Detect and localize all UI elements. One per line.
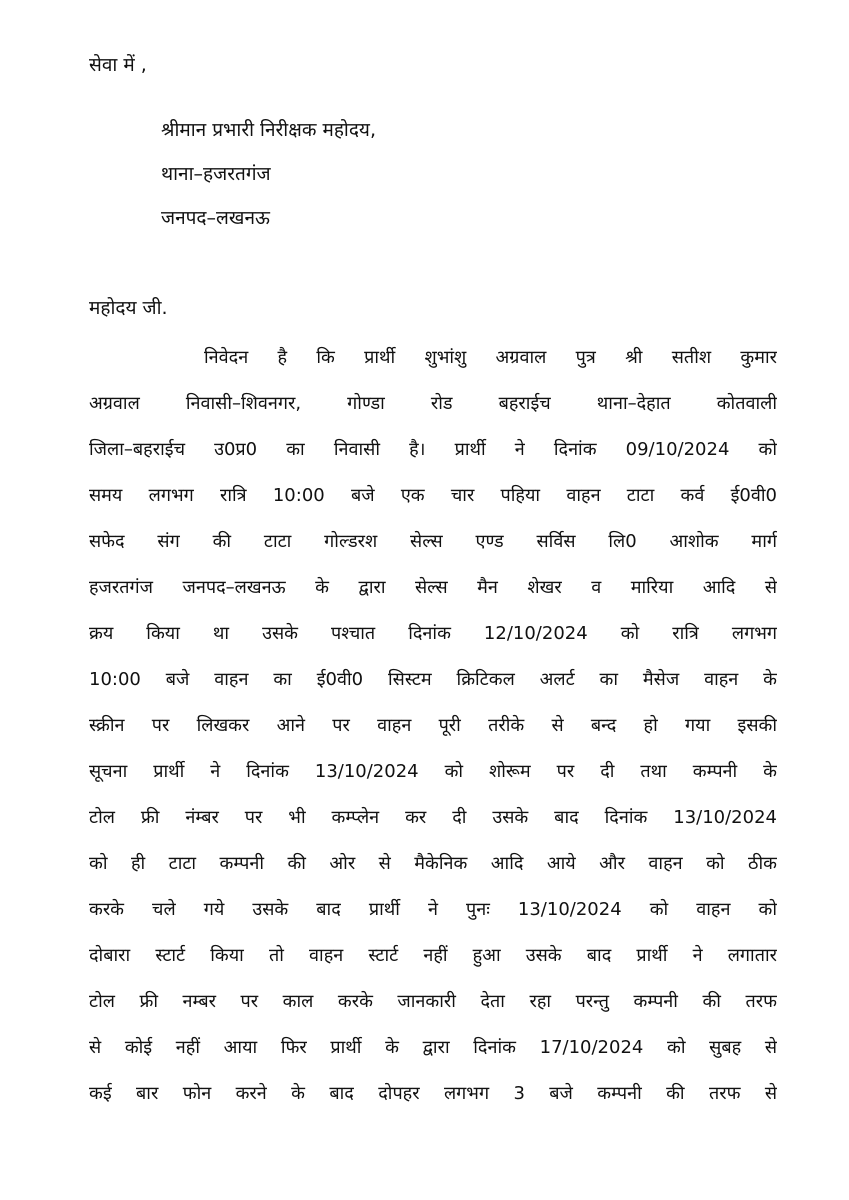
- body-line: दोबारा स्टार्ट किया तो वाहन स्टार्ट नहीं हुआ उसके बाद प्रार्थी ने लगातार: [89, 945, 777, 966]
- body-line: टोल फ्री नम्बर पर काल करके जानकारी देता रहा परन्तु कम्पनी की तरफ: [89, 991, 777, 1012]
- greeting: महोदय जी.: [89, 297, 168, 319]
- salutation: सेवा में ,: [89, 54, 147, 76]
- body-line: सफेद संग की टाटा गोल्डरश सेल्स एण्ड सर्विस लि0 आशोक मार्ग: [89, 531, 777, 552]
- body-line: कई बार फोन करने के बाद दोपहर लगभग 3 बजे कम्पनी की तरफ से: [89, 1083, 777, 1104]
- recipient-district: जनपद–लखनऊ: [161, 207, 270, 229]
- body-line: टोल फ्री नंम्बर पर भी कम्प्लेन कर दी उसके बाद दिनांक 13/10/2024: [89, 807, 777, 828]
- body-line: 10:00 बजे वाहन का ई0वी0 सिस्टम क्रिटिकल अलर्ट का मैसेज वाहन के: [89, 669, 777, 690]
- letter-body: [89, 338, 777, 1120]
- body-line: स्क्रीन पर लिखकर आने पर वाहन पूरी तरीके से बन्द हो गया इसकी: [89, 715, 777, 736]
- body-line: अग्रवाल निवासी–शिवनगर, गोण्डा रोड बहराईच थाना–देहात कोतवाली: [89, 393, 777, 414]
- body-line: जिला–बहराईच उ0प्र0 का निवासी है। प्रार्थी ने दिनांक 09/10/2024 को: [89, 439, 777, 460]
- body-line: क्रय किया था उसके पश्चात दिनांक 12/10/2024 को रात्रि लगभग: [89, 623, 777, 644]
- body-line: सूचना प्रार्थी ने दिनांक 13/10/2024 को शोरूम पर दी तथा कम्पनी के: [89, 761, 777, 782]
- body-line: हजरतगंज जनपद–लखनऊ के द्वारा सेल्स मैन शेखर व मारिया आदि से: [89, 577, 777, 598]
- body-line: समय लगभग रात्रि 10:00 बजे एक चार पहिया वाहन टाटा कर्व ई0वी0: [89, 485, 777, 506]
- recipient-address: [161, 113, 376, 245]
- body-line: को ही टाटा कम्पनी की ओर से मैकेनिक आदि आये और वाहन को ठीक: [89, 853, 777, 874]
- body-line: करके चले गये उसके बाद प्रार्थी ने पुनः 13/10/2024 को वाहन को: [89, 899, 777, 920]
- recipient-police-station: थाना–हजरतगंज: [161, 163, 271, 185]
- recipient-title: श्रीमान प्रभारी निरीक्षक महोदय,: [161, 119, 376, 141]
- body-line: से कोई नहीं आया फिर प्रार्थी के द्वारा दिनांक 17/10/2024 को सुबह से: [89, 1037, 777, 1058]
- body-line: निवेदन है कि प्रार्थी शुभांशु अग्रवाल पुत्र श्री सतीश कुमार: [204, 347, 777, 368]
